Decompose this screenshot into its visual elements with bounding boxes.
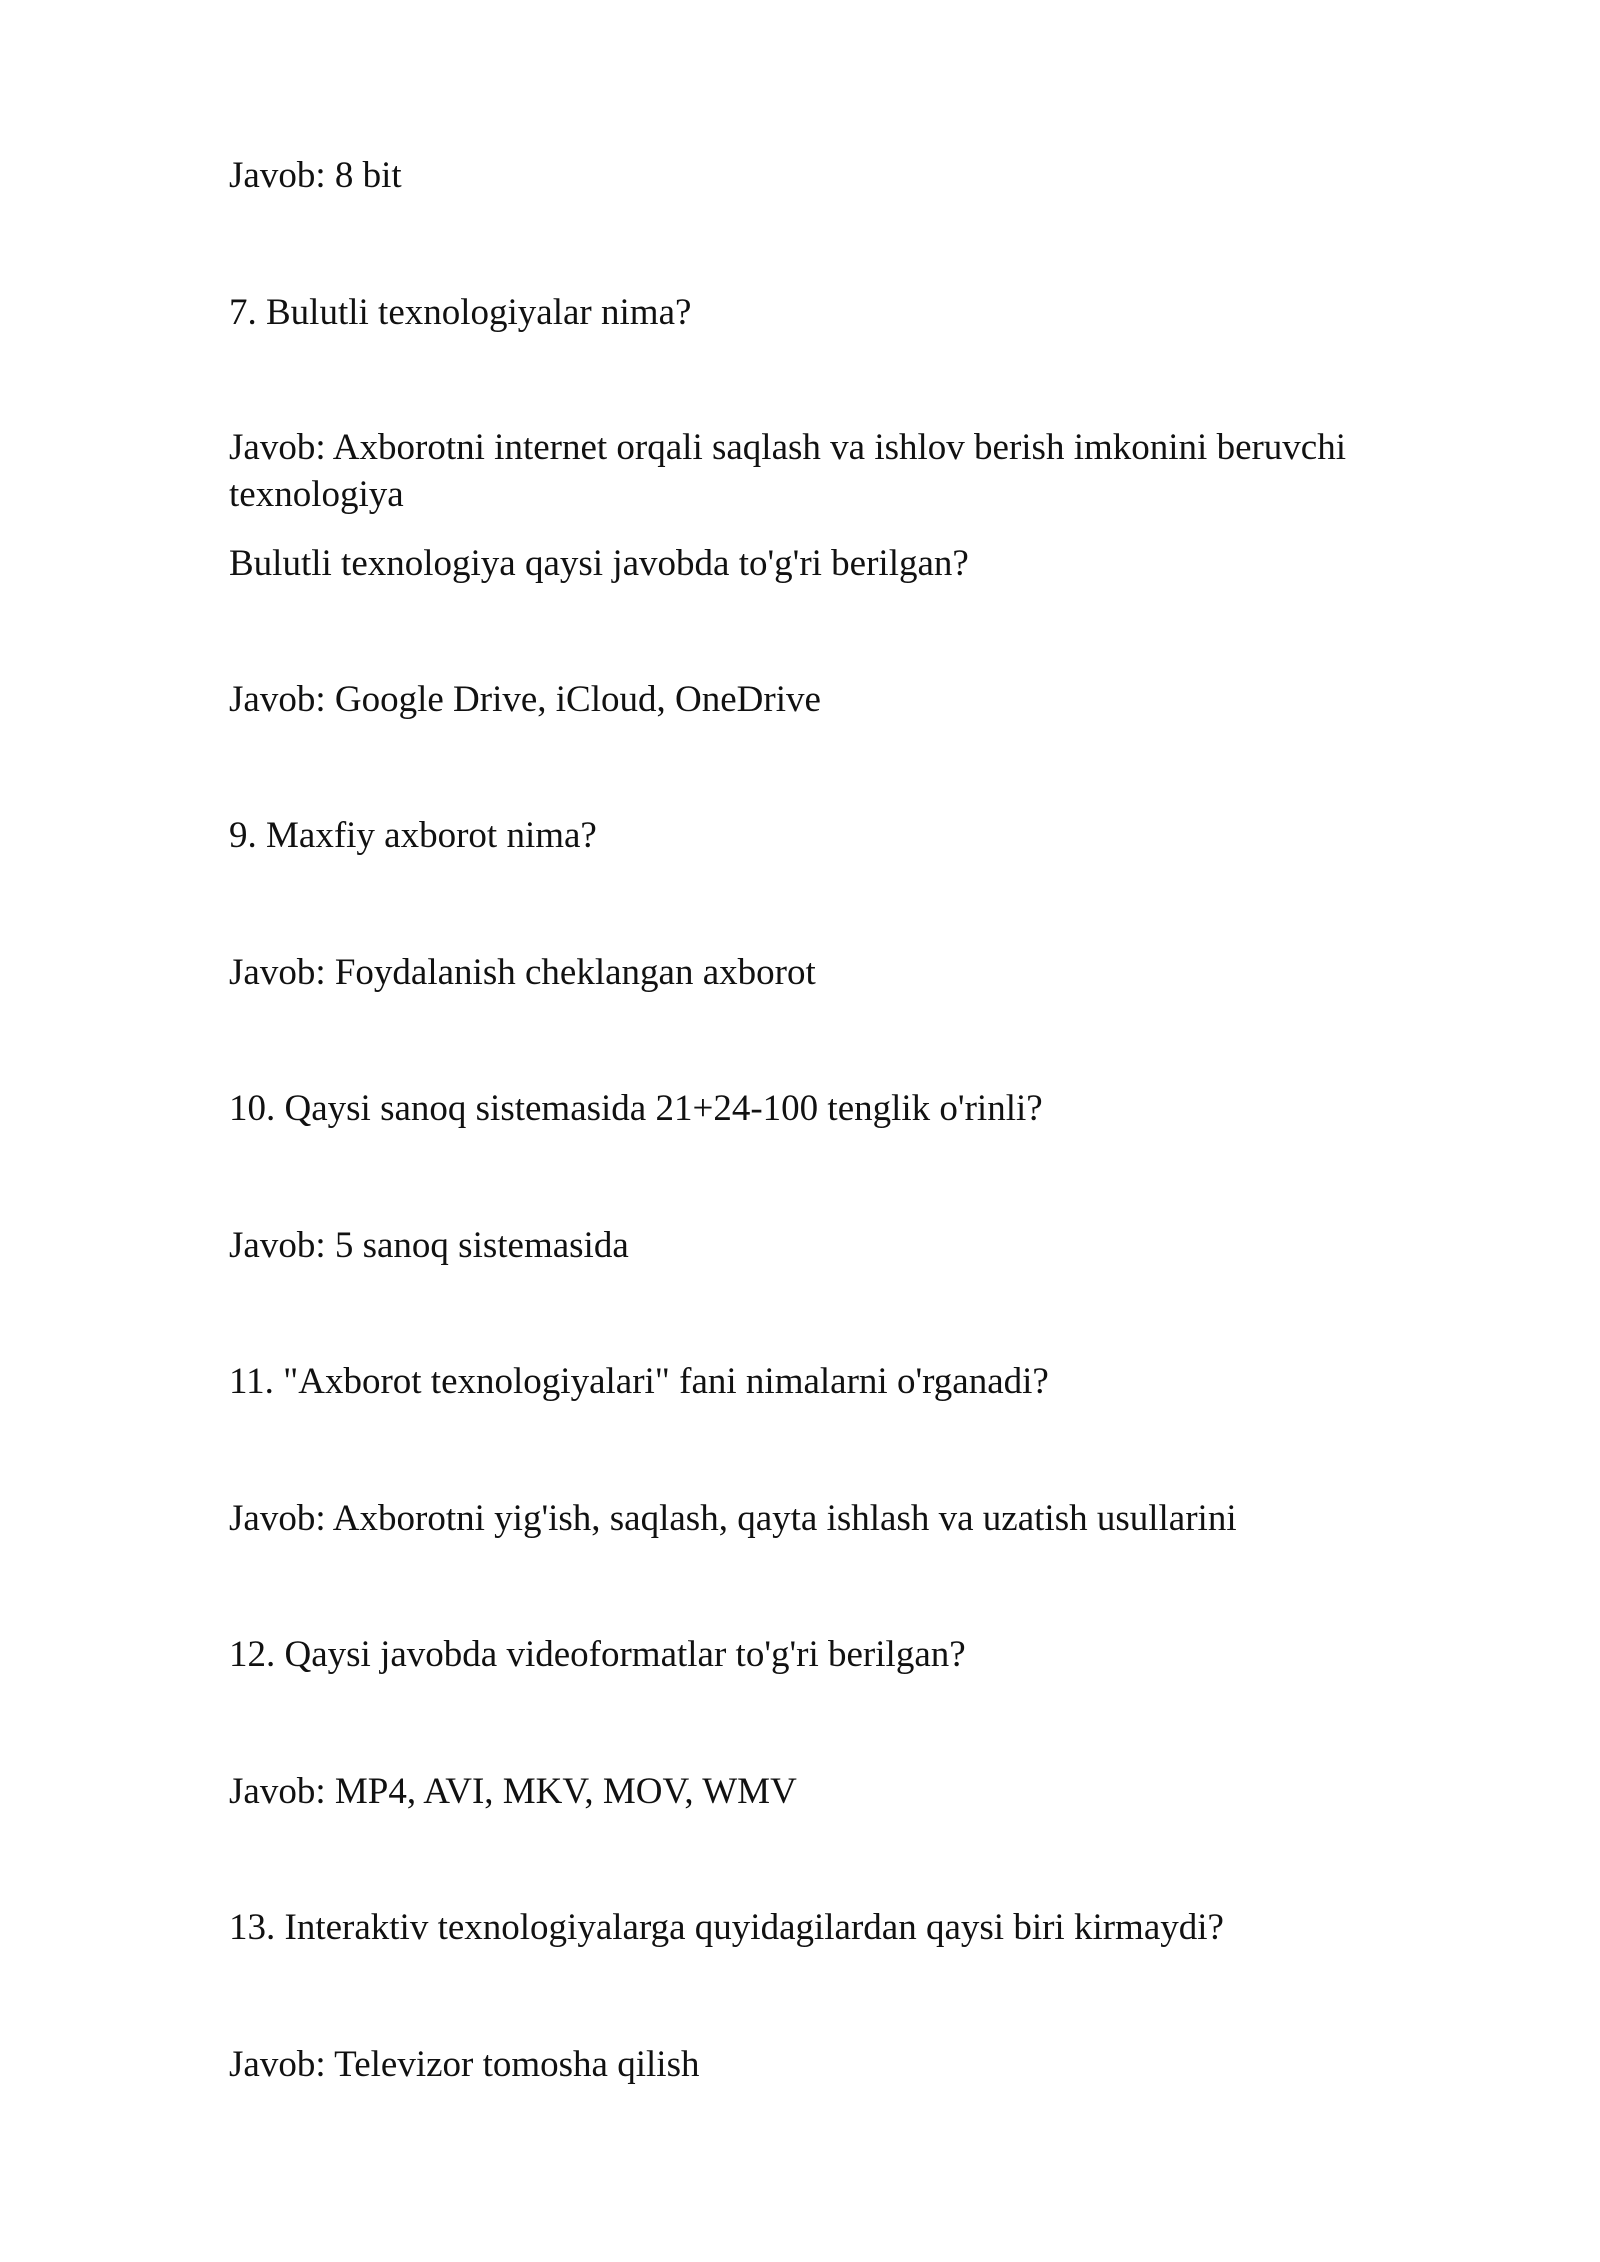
question-line: Bulutli texnologiya qaysi javobda to'g'ri berilgan? (229, 543, 969, 584)
answer-line: Javob: 5 sanoq sistemasida (229, 1225, 629, 1266)
answer-line: Javob: Foydalanish cheklangan axborot (229, 952, 816, 993)
question-line: 13. Interaktiv texnologiyalarga quyidagilardan qaysi biri kirmaydi? (229, 1907, 1224, 1948)
question-line: 9. Maxfiy axborot nima? (229, 815, 597, 856)
question-line: 10. Qaysi sanoq sistemasida 21+24-100 tenglik o'rinli? (229, 1088, 1043, 1129)
question-line: 12. Qaysi javobda videoformatlar to'g'ri berilgan? (229, 1634, 966, 1675)
answer-line: Javob: Televizor tomosha qilish (229, 2044, 700, 2085)
question-line: 11. "Axborot texnologiyalari" fani nimalarni o'rganadi? (229, 1361, 1049, 1402)
answer-line: Javob: Google Drive, iCloud, OneDrive (229, 679, 821, 720)
answer-line: Javob: MP4, AVI, MKV, MOV, WMV (229, 1771, 797, 1812)
answer-line: Javob: 8 bit (229, 155, 402, 196)
answer-line: Javob: Axborotni yig'ish, saqlash, qayta ishlash va uzatish usullarini (229, 1498, 1237, 1539)
answer-line: Javob: Axborotni internet orqali saqlash va ishlov berish imkonini beruvchi texnologiya (229, 427, 1347, 515)
question-line: 7. Bulutli texnologiyalar nima? (229, 292, 692, 333)
